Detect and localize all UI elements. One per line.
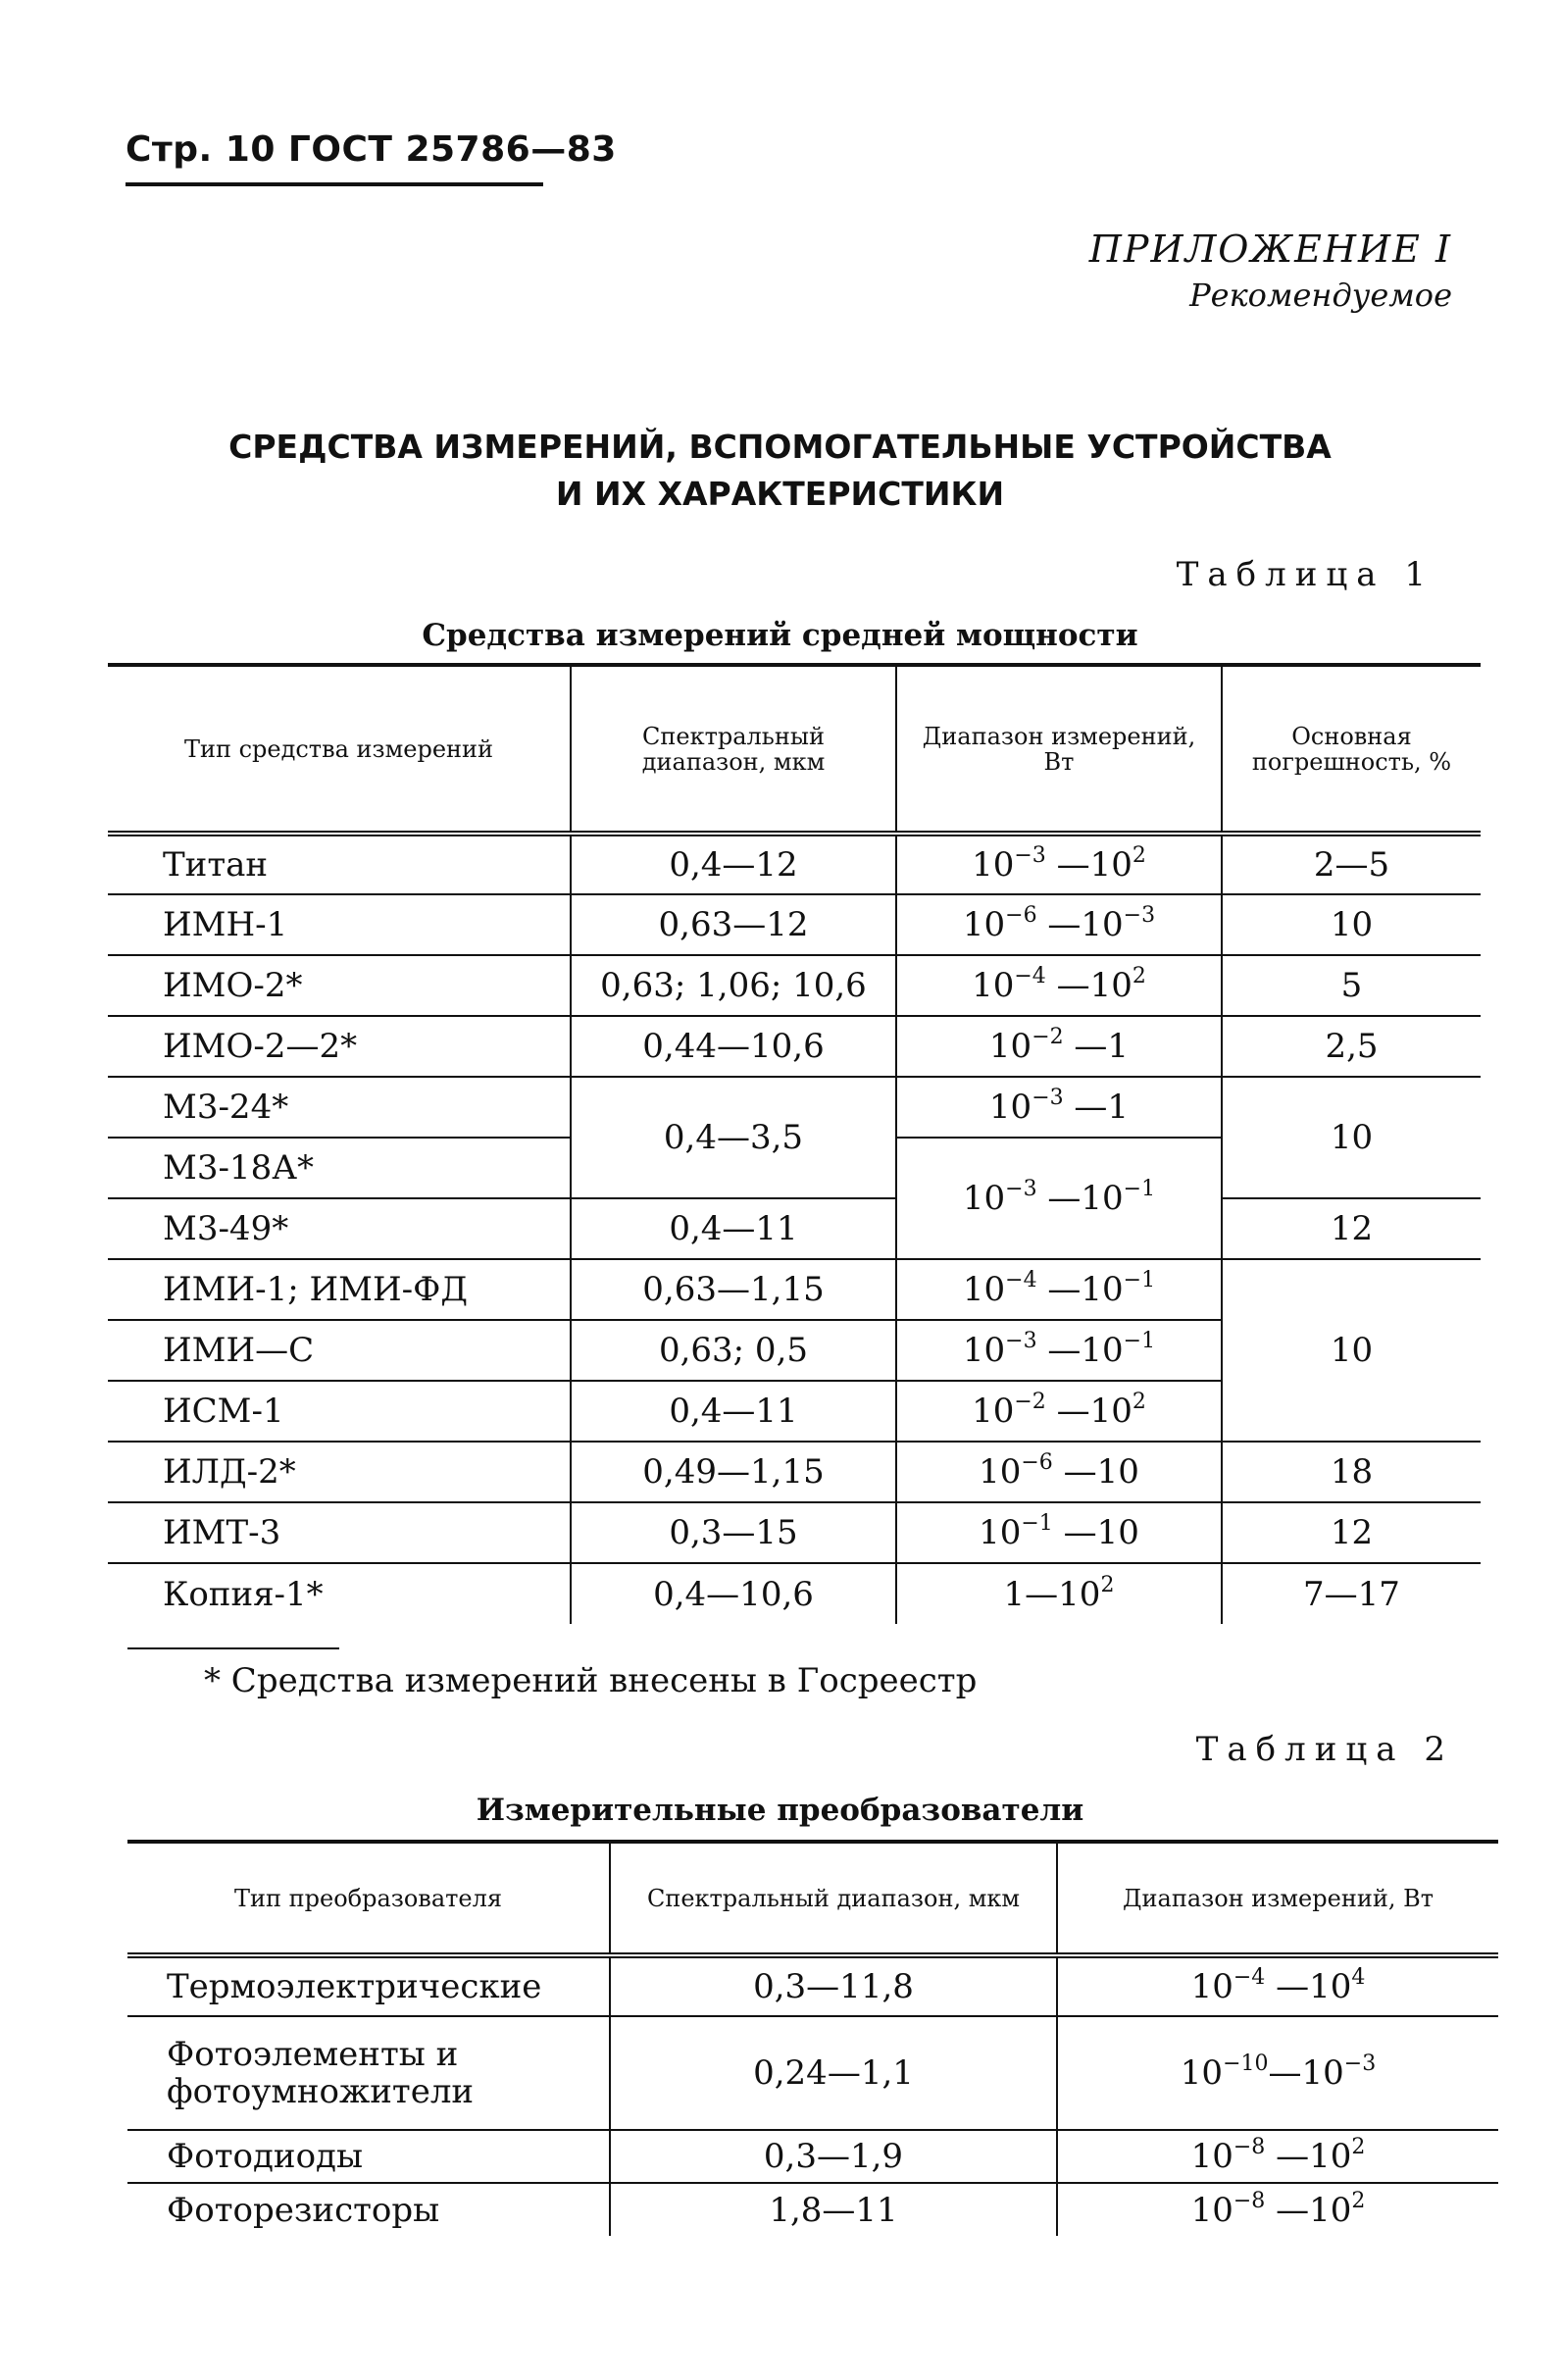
table-row xyxy=(108,1198,1481,1259)
table-cell-range: $10^{-3}$ $—10^{-1}$ xyxy=(896,1138,1222,1259)
table-row xyxy=(108,1259,1481,1320)
table-cell-range: $10^{-2}$ —1 xyxy=(896,1016,1222,1077)
table2-header-range: Диапазон измерений, Вт xyxy=(1057,1842,1498,1955)
table-row xyxy=(108,1077,1481,1138)
table1-header-error: Основная погрешность, % xyxy=(1222,665,1481,834)
table1-label: Таблица 1 xyxy=(1176,555,1434,594)
table2-caption: Измерительные преобразователи xyxy=(476,1793,1084,1828)
table1-header-type: Тип средства измерений xyxy=(108,665,571,834)
table-cell-type: Титан xyxy=(108,834,571,894)
table1-header-range: Диапазон измерений, Вт xyxy=(896,665,1222,834)
table-cell-range: $10^{-2}$ $—10^2$ xyxy=(896,1381,1222,1442)
table-cell-range: $10^{-3}$ $—10^{-1}$ xyxy=(896,1320,1222,1381)
table-cell-error: 5 xyxy=(1222,955,1481,1016)
table-cell-error: 18 xyxy=(1222,1442,1481,1502)
table1 xyxy=(108,663,1481,1624)
table-cell-range: $10^{-3}$ $—10^2$ xyxy=(896,834,1222,894)
table-cell-type: Термоэлектрические xyxy=(127,1955,610,2016)
table-row xyxy=(108,834,1481,894)
table-cell-error: 10 xyxy=(1222,1077,1481,1198)
table-cell-spectral: 0,63; 0,5 xyxy=(571,1320,896,1381)
table-cell-spectral: 0,63; 1,06; 10,6 xyxy=(571,955,896,1016)
main-title-line1: СРЕДСТВА ИЗМЕРЕНИЙ, ВСПОМОГАТЕЛЬНЫЕ УСТРОЙСТВА xyxy=(228,428,1332,466)
table-cell-type: М3-49* xyxy=(108,1198,571,1259)
table-cell-range: $10^{-3}$ —1 xyxy=(896,1077,1222,1138)
table2-header-spectral: Спектральный диапазон, мкм xyxy=(610,1842,1057,1955)
table-cell-error: 12 xyxy=(1222,1198,1481,1259)
table-cell-range: $10^{-6}$ $—10^{-3}$ xyxy=(896,894,1222,955)
main-title-line2: И ИХ ХАРАКТЕРИСТИКИ xyxy=(555,475,1005,513)
footnote-rule xyxy=(127,1647,339,1649)
table-cell-spectral: 0,3—11,8 xyxy=(610,1955,1057,2016)
table-cell-range: $10^{-8}$ $—10^2$ xyxy=(1057,2130,1498,2183)
table-cell-type: ИСМ-1 xyxy=(108,1381,571,1442)
table-row xyxy=(108,1502,1481,1563)
appendix-block xyxy=(1089,228,1452,314)
table-cell-type: Фотодиоды xyxy=(127,2130,610,2183)
table-cell-spectral: 1,8—11 xyxy=(610,2183,1057,2236)
table-cell-type: Копия-1* xyxy=(163,1574,324,1614)
appendix-subtitle: Рекомендуемое xyxy=(1189,277,1452,314)
table-row xyxy=(127,2016,1498,2130)
table-cell-type: ИМО-2—2* xyxy=(108,1016,571,1077)
table-cell-error: 7—17 xyxy=(1222,1563,1481,1624)
table2-header-type: Тип преобразователя xyxy=(127,1842,610,1955)
table-cell-error: 10 xyxy=(1222,1259,1481,1442)
table-cell-type: ИМИ-1; ИМИ-ФД xyxy=(108,1259,571,1320)
header-rule xyxy=(126,182,543,186)
table-cell-range: $10^{-10}—10^{-3}$ xyxy=(1057,2016,1498,2130)
table-row xyxy=(108,1563,1481,1624)
table-cell-range: $10^{-1}$ —10 xyxy=(896,1502,1222,1563)
table-cell-spectral: 0,3—15 xyxy=(571,1502,896,1563)
table-cell-spectral: 0,4—11 xyxy=(571,1198,896,1259)
table1-caption: Средства измерений средней мощности xyxy=(422,618,1138,653)
page-header: Стр. 10 ГОСТ 25786—83 xyxy=(126,129,617,170)
table-cell-range: $10^{-6}$ —10 xyxy=(896,1442,1222,1502)
table-cell-spectral: 0,24—1,1 xyxy=(610,2016,1057,2130)
table-cell-spectral: 0,63—12 xyxy=(571,894,896,955)
table-cell-range: $10^{-8}$ $—10^2$ xyxy=(1057,2183,1498,2236)
table-cell-spectral: 0,63—1,15 xyxy=(571,1259,896,1320)
table2-header-row xyxy=(127,1842,1498,1955)
table-cell-spectral: 0,4—11 xyxy=(571,1381,896,1442)
table-cell-spectral: 0,4—10,6 xyxy=(571,1563,896,1624)
table1-header-spectral: Спектральный диапазон, мкм xyxy=(571,665,896,834)
table1-header-row xyxy=(108,665,1481,834)
table-row xyxy=(127,2130,1498,2183)
main-title xyxy=(0,424,1560,518)
table-row xyxy=(108,894,1481,955)
table-row xyxy=(127,2183,1498,2236)
table-cell-spectral: 0,3—1,9 xyxy=(610,2130,1057,2183)
table-cell-range: $10^{-4}$ $—10^2$ xyxy=(896,955,1222,1016)
table-cell-type: М3-24* xyxy=(108,1077,571,1138)
table-cell-range: $10^{-4}$ $—10^4$ xyxy=(1057,1955,1498,2016)
table-cell-error: 10 xyxy=(1222,894,1481,955)
table-row xyxy=(108,955,1481,1016)
table-cell-type: Фоторезисторы xyxy=(167,2190,440,2230)
table-cell-type: ИМИ—С xyxy=(108,1320,571,1381)
table-cell-type: ИМО-2* xyxy=(108,955,571,1016)
table-cell-type: Фотоэлементы и фотоумножители xyxy=(127,2016,610,2130)
table-cell-type: ИМН-1 xyxy=(108,894,571,955)
table-cell-spectral: 0,49—1,15 xyxy=(571,1442,896,1502)
table-cell-error: 2—5 xyxy=(1222,834,1481,894)
table-cell-error: 2,5 xyxy=(1222,1016,1481,1077)
footnote: * Средства измерений внесены в Госреестр xyxy=(204,1661,978,1700)
table2 xyxy=(127,1840,1498,2236)
table-cell-spectral: 0,44—10,6 xyxy=(571,1016,896,1077)
table-cell-error: 12 xyxy=(1222,1502,1481,1563)
table-cell-range: $1—10^2$ xyxy=(896,1563,1222,1624)
table-cell-range: $10^{-4}$ $—10^{-1}$ xyxy=(896,1259,1222,1320)
table-row xyxy=(127,1955,1498,2016)
table-cell-spectral: 0,4—3,5 xyxy=(571,1077,896,1198)
appendix-title: ПРИЛОЖЕНИЕ I xyxy=(1088,228,1452,271)
table-cell-type: М3-18А* xyxy=(108,1138,571,1198)
table-row xyxy=(108,1016,1481,1077)
table-cell-spectral: 0,4—12 xyxy=(571,834,896,894)
table2-label: Таблица 2 xyxy=(1195,1730,1454,1769)
table-cell-type: ИЛД-2* xyxy=(108,1442,571,1502)
table-cell-type: ИМТ-3 xyxy=(108,1502,571,1563)
table-row xyxy=(108,1442,1481,1502)
